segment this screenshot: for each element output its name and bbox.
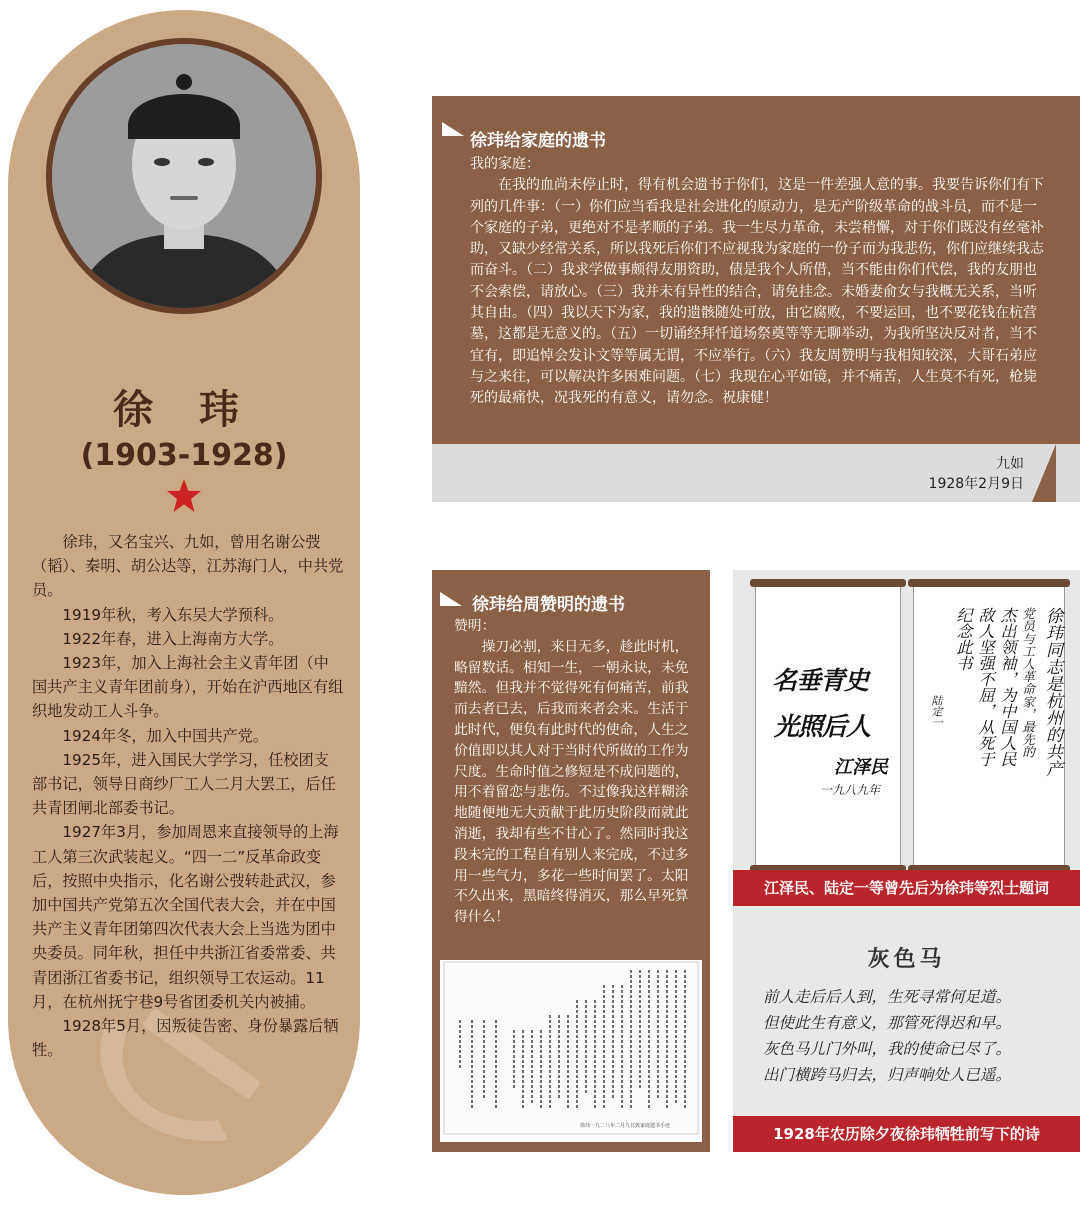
panel-title: 徐玮给周赞明的遗书 [472, 595, 625, 615]
portrait-image [52, 44, 316, 308]
poem-body [763, 984, 1063, 1088]
inscriptions-caption: 江泽民、陆定一等曾先后为徐玮等烈士题词 [733, 870, 1080, 906]
poem-line: 灰色马儿门外叫，我的使命已尽了。 [763, 1040, 1012, 1058]
letter-text [470, 154, 1044, 410]
inscription-line: 杰出领袖，为中国人民 [998, 607, 1017, 767]
handwritten-letter-scan [440, 960, 702, 1142]
poem-caption: 1928年农历除夕夜徐玮牺牲前写下的诗 [733, 1116, 1080, 1152]
inscription-scroll-right [913, 584, 1065, 868]
letter-signature: 九如 [996, 456, 1024, 472]
strip-corner-icon [1032, 444, 1056, 502]
bio-paragraph: 1919年秋，考入东吴大学预科。 [62, 605, 284, 624]
portrait-photo [46, 38, 322, 314]
title-marker-icon [442, 122, 464, 136]
profile-card [8, 10, 360, 1195]
panel-title: 徐玮给家庭的遗书 [470, 131, 606, 151]
letter-body: 操刀必割，来日无多，趁此时机，略留数话。相知一生，一朝永诀，未免黯然。但我并不觉得死有何痛苦，前我而去者已去，后我而来者会来。生活于此时代，便负有此时代的使命，人生之价值即以其人对于当时代所做的工作为尺度。生命时值之修短是不成问题的，用不着留恋与悲伤。不过像我这样糊涂地随便地无大贡献于此历史阶段而就此消逝，我却有些不甘心了。然同时我这段未完的工程自有别人来完成，不过多用一些气力，多花一些时间罢了。太阳不久出来，黑暗终得消灭，那么早死算得什么！ [454, 638, 689, 926]
letter-salutation: 赞明： [454, 618, 496, 634]
inscription-signature: 江泽民 [834, 757, 888, 778]
bio-paragraph: 1922年春，进入上海南方大学。 [62, 629, 284, 648]
title-marker-icon [440, 592, 462, 606]
scroll-rod [750, 579, 906, 587]
person-name: 徐 玮 [113, 387, 255, 433]
life-years: (1903-1928) [80, 438, 288, 473]
bio-paragraph: 1925年，进入国民大学学习，任校团支部书记，领导日商纱厂工人二月大罢工，后任共青团闸北部委书记。 [32, 750, 336, 818]
red-star-icon [166, 478, 202, 514]
inscription-line: 光照后人 [774, 712, 871, 741]
bio-paragraph: 1924年冬，加入中国共产党。 [62, 726, 269, 745]
inscription-date: 一九八九年 [820, 783, 881, 797]
letter-to-friend-panel [432, 570, 710, 1152]
manuscript-image [440, 960, 702, 1142]
poem-line: 前人走后后人到，生死寻常何足道。 [763, 988, 1012, 1006]
letter-salutation: 我的家庭： [470, 156, 540, 172]
inscription-line: 名垂青史 [772, 666, 869, 695]
inscription-line: 纪念此书 [954, 607, 973, 671]
poem-line: 出门横跨马归去，归声响处人已遥。 [763, 1066, 1012, 1084]
scan-caption: 徐玮一九二八年二月九日致家庭遗书手迹 [580, 1123, 671, 1129]
inscriptions-and-poem-panel [733, 570, 1080, 1152]
letter-body: 在我的血尚未停止时，得有机会遗书于你们，这是一件差强人意的事。我要告诉你们有下列的几件事：（一）你们应当看我是社会进化的原动力，是无产阶级革命的战斗员，而不是一个家庭的子弟，更绝对不是孝顺的子弟。我一生尽力革命，未尝稍懈，对于你们既没有丝毫补助，又缺少经常关系，所以我死后你们不应视我为家庭的一份子而为我悲伤，你们应继续我志而奋斗。（二）我求学做事颇得友朋资助，债是我个人所借，当不能由你们代偿，我的友朋也不会索偿，请放心。（三）我并未有异性的结合，请免挂念。未婚妻俞女与我概无关系，当听其自由。（四）我以天下为家，我的遗骸随处可放，由它腐败，不要运回，也不要花钱在杭营墓，这都是无意义的。（五）一切诵经拜忏道场祭奠等等无聊举动，为我所坚决反对者，当不宜有，即追悼会发讣文等等属无谓，不应举行。（六）我友周赞明与我相知较深，大哥石弟应与之来往，可以解决许多困难问题。（七）我现在心平如镜，并不痛苦，人生莫不有死，枪毙死的最痛快，况我死的有意义，请勿念。祝康健！ [470, 177, 1044, 407]
letter-text [454, 616, 690, 928]
bio-paragraph: 1927年3月，参加周恩来直接领导的上海工人第三次武装起义。“四一二”反革命政变后，按照中央指示，化名谢公弢转赴武汉，参加中国共产党第五次全国代表大会，并在中国共产主义青年团第四次代表大会上当选为团中央委员。同年秋，担任中共浙江省委常委、共青团浙江省委书记，组织领导工农运动。11月，在杭州抚宁巷9号省团委机关内被捕。 [32, 823, 339, 1011]
poem-title: 灰色马 [867, 947, 946, 972]
poem-line: 但使此生有意义，那管死得迟和早。 [763, 1014, 1012, 1032]
bio-paragraph: 徐玮，又名宝兴、九如，曾用名谢公弢（韬）、秦明、胡公达等，江苏海门人，中共党员。 [32, 533, 344, 600]
inscription-line: 敌人坚强不屈，从死于 [976, 607, 995, 767]
bio-paragraph: 1923年，加入上海社会主义青年团（中国共产主义青年团前身），开始在沪西地区有组织地发动工人斗争。 [32, 654, 344, 721]
inscription-signature: 陆定一 [930, 695, 943, 728]
inscription-line: 徐玮同志是杭州的共产 [1042, 607, 1062, 777]
inscription-line: 党员与工人革命家，最先的 [1020, 607, 1035, 759]
inscription-scroll-left [755, 584, 901, 868]
biography [32, 530, 344, 1062]
bio-paragraph: 1928年5月，因叛徒告密、身份暴露后牺牲。 [32, 1017, 339, 1060]
scroll-rod [908, 579, 1070, 587]
letter-to-family-panel [432, 96, 1080, 502]
letter-date: 1928年2月9日 [928, 476, 1024, 492]
